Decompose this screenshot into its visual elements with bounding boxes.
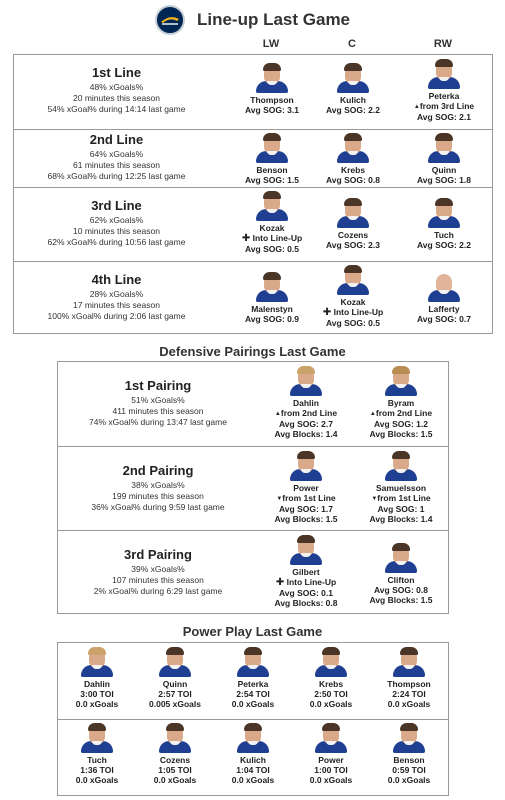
player-name: Cozens [159, 755, 191, 765]
player-card[interactable] [264, 366, 348, 439]
player-headshot [426, 272, 462, 302]
player-headshot [288, 366, 324, 396]
player-name: Cozens [337, 230, 369, 240]
pp-player-card[interactable] [137, 723, 213, 785]
line-row [14, 129, 492, 187]
line-xgoals: 64% xGoals% [89, 149, 144, 159]
line-last-game: 68% xGoal% during 12:25 last game [47, 171, 186, 181]
pairing-last-game: 36% xGoal% during 9:59 last game [91, 502, 225, 512]
column-rw: RW [433, 38, 453, 50]
player-note: ▼from 1st Line [276, 493, 336, 503]
player-headshot [335, 198, 371, 228]
player-headshot [254, 272, 290, 302]
line-name: 2nd Line [89, 132, 144, 147]
pp-player-card[interactable] [59, 647, 135, 709]
pp-player-card[interactable] [371, 723, 447, 785]
player-toi: 1:36 TOI [80, 765, 114, 775]
player-toi: 2:50 TOI [314, 689, 348, 699]
player-name: Benson [256, 165, 288, 175]
player-card[interactable] [264, 535, 348, 608]
player-name: Kulich [340, 95, 366, 105]
player-blocks: Avg Blocks: 0.8 [274, 598, 338, 608]
player-name: Quinn [431, 165, 457, 175]
line-last-game: 62% xGoal% during 10:56 last game [47, 237, 186, 247]
player-name: Peterka [237, 679, 269, 689]
pairing-minutes: 107 minutes this season [112, 575, 204, 585]
player-card[interactable] [402, 59, 486, 122]
player-headshot [426, 198, 462, 228]
player-sog: Avg SOG: 1.2 [373, 419, 428, 429]
player-blocks: Avg Blocks: 1.4 [369, 514, 433, 524]
player-card[interactable] [311, 63, 395, 115]
player-name: Kozak [340, 297, 366, 307]
player-sog: Avg SOG: 2.2 [416, 240, 471, 250]
player-xgoals: 0.0 xGoals [231, 775, 275, 785]
player-toi: 2:24 TOI [392, 689, 426, 699]
player-xgoals: 0.005 xGoals [149, 699, 201, 709]
pairing-xgoals: 38% xGoals% [131, 480, 185, 490]
power-play-row [58, 719, 448, 795]
player-name: Malenstyn [251, 304, 293, 314]
player-headshot [288, 451, 324, 481]
line-xgoals: 48% xGoals% [89, 82, 144, 92]
player-xgoals: 0.0 xGoals [75, 699, 119, 709]
player-name: Power [318, 755, 344, 765]
player-headshot [235, 723, 271, 753]
player-name: Samuelsson [375, 483, 427, 493]
player-name: Dahlin [293, 398, 319, 408]
player-headshot [313, 647, 349, 677]
player-headshot [335, 265, 371, 295]
line-name: 3rd Line [91, 198, 142, 213]
pairing-info [58, 463, 258, 513]
player-headshot [79, 647, 115, 677]
line-name: 4th Line [91, 272, 142, 287]
pairing-row [58, 530, 448, 613]
player-name: Krebs [318, 679, 344, 689]
player-card[interactable] [230, 133, 314, 185]
down-arrow-icon: ▼ [371, 496, 378, 502]
player-card[interactable] [311, 133, 395, 185]
player-name: Byram [387, 398, 415, 408]
defense-section-title: Defensive Pairings Last Game [159, 344, 346, 359]
player-headshot [254, 133, 290, 163]
power-play-row [58, 643, 448, 719]
player-sog: Avg SOG: 0.8 [373, 585, 428, 595]
pairing-info [58, 547, 258, 597]
player-xgoals: 0.0 xGoals [231, 699, 275, 709]
forward-lines-table [13, 54, 493, 334]
player-name: Peterka [428, 91, 460, 101]
player-sog: Avg SOG: 2.1 [416, 112, 471, 122]
player-sog: Avg SOG: 0.7 [416, 314, 471, 324]
player-card[interactable] [402, 272, 486, 324]
line-name: 1st Line [91, 65, 142, 80]
defense-pairings-table [57, 361, 449, 614]
up-arrow-icon: ▲ [274, 411, 281, 417]
pairing-row [58, 362, 448, 446]
player-card[interactable] [230, 191, 314, 254]
pairing-xgoals: 39% xGoals% [131, 564, 185, 574]
player-blocks: Avg Blocks: 1.4 [274, 429, 338, 439]
player-card[interactable] [359, 451, 443, 524]
pairing-name: 2nd Pairing [122, 463, 194, 478]
player-xgoals: 0.0 xGoals [75, 775, 119, 785]
plus-icon: ✚ [275, 577, 285, 588]
player-card[interactable] [230, 272, 314, 324]
pp-player-card[interactable] [293, 647, 369, 709]
down-arrow-icon: ▼ [276, 496, 283, 502]
player-sog: Avg SOG: 0.9 [244, 314, 299, 324]
column-headers [13, 38, 493, 52]
player-card[interactable] [230, 63, 314, 115]
line-minutes: 17 minutes this season [73, 300, 160, 310]
power-play-table [57, 642, 449, 796]
player-toi: 0:59 TOI [392, 765, 426, 775]
player-name: Lafferty [428, 304, 460, 314]
player-headshot [313, 723, 349, 753]
player-sog: Avg SOG: 1 [377, 504, 425, 514]
column-lw: LW [262, 38, 280, 50]
player-sog: Avg SOG: 0.1 [278, 588, 333, 598]
player-name: Thompson [387, 679, 431, 689]
page-header [0, 4, 505, 36]
player-note: ▲from 3rd Line [413, 101, 475, 111]
player-note: ▼from 1st Line [371, 493, 431, 503]
player-note: ✚ Into Line-Up [275, 577, 337, 588]
player-card[interactable] [311, 265, 395, 328]
player-sog: Avg SOG: 0.8 [325, 175, 380, 185]
player-name: Thompson [250, 95, 294, 105]
pp-player-card[interactable] [59, 723, 135, 785]
player-toi: 2:54 TOI [236, 689, 270, 699]
player-headshot [426, 59, 462, 89]
player-sog: Avg SOG: 3.1 [244, 105, 299, 115]
pp-player-card[interactable] [371, 647, 447, 709]
pairing-name: 3rd Pairing [124, 547, 192, 562]
player-toi: 1:05 TOI [158, 765, 192, 775]
power-play-section-title: Power Play Last Game [182, 624, 323, 639]
line-row [14, 55, 492, 129]
pairing-minutes: 199 minutes this season [112, 491, 204, 501]
player-name: Quinn [162, 679, 188, 689]
sabres-logo-icon [155, 5, 185, 35]
pairing-minutes: 411 minutes this season [112, 406, 204, 416]
plus-icon: ✚ [322, 307, 332, 318]
player-headshot [383, 451, 419, 481]
player-name: Dahlin [84, 679, 110, 689]
player-headshot [157, 647, 193, 677]
player-sog: Avg SOG: 2.2 [325, 105, 380, 115]
pairing-last-game: 2% xGoal% during 6:29 last game [93, 586, 223, 596]
pp-player-card[interactable] [215, 647, 291, 709]
player-xgoals: 0.0 xGoals [387, 775, 431, 785]
player-name: Kulich [240, 755, 266, 765]
player-toi: 2:57 TOI [158, 689, 192, 699]
player-headshot [391, 723, 427, 753]
line-minutes: 10 minutes this season [73, 226, 160, 236]
player-headshot [335, 133, 371, 163]
player-headshot [288, 535, 324, 565]
player-headshot [335, 63, 371, 93]
pairing-last-game: 74% xGoal% during 13:47 last game [89, 417, 227, 427]
player-headshot [383, 543, 419, 573]
line-minutes: 61 minutes this season [73, 160, 160, 170]
player-card[interactable] [402, 198, 486, 250]
player-sog: Avg SOG: 1.5 [244, 175, 299, 185]
pp-player-card[interactable] [137, 647, 213, 709]
player-xgoals: 0.0 xGoals [153, 775, 197, 785]
line-row [14, 187, 492, 261]
player-sog: Avg SOG: 2.7 [278, 419, 333, 429]
player-headshot [254, 191, 290, 221]
player-xgoals: 0.0 xGoals [309, 699, 353, 709]
line-info [14, 65, 219, 115]
player-note: ▲from 2nd Line [369, 408, 433, 418]
line-last-game: 54% xGoal% during 14:14 last game [47, 104, 186, 114]
player-name: Tuch [434, 230, 454, 240]
player-xgoals: 0.0 xGoals [387, 699, 431, 709]
player-name: Gilbert [292, 567, 320, 577]
player-note: ▲from 2nd Line [274, 408, 338, 418]
player-card[interactable] [359, 366, 443, 439]
player-card[interactable] [402, 133, 486, 185]
player-card[interactable] [311, 198, 395, 250]
player-name: Krebs [340, 165, 366, 175]
player-headshot [235, 647, 271, 677]
player-blocks: Avg Blocks: 1.5 [369, 595, 433, 605]
page-title: Line-up Last Game [196, 10, 351, 29]
player-headshot [254, 63, 290, 93]
player-headshot [383, 366, 419, 396]
line-xgoals: 62% xGoals% [89, 215, 144, 225]
plus-icon: ✚ [241, 233, 251, 244]
player-toi: 3:00 TOI [80, 689, 114, 699]
pp-player-card[interactable] [293, 723, 369, 785]
player-blocks: Avg Blocks: 1.5 [274, 514, 338, 524]
player-headshot [79, 723, 115, 753]
player-name: Benson [393, 755, 425, 765]
player-card[interactable] [264, 451, 348, 524]
player-note: ✚ Into Line-Up [241, 233, 303, 244]
pairing-row [58, 446, 448, 530]
player-name: Power [293, 483, 319, 493]
pairing-xgoals: 51% xGoals% [131, 395, 185, 405]
player-sog: Avg SOG: 2.3 [325, 240, 380, 250]
player-name: Clifton [387, 575, 415, 585]
pairing-info [58, 378, 258, 428]
line-last-game: 100% xGoal% during 2:06 last game [47, 311, 186, 321]
line-minutes: 20 minutes this season [73, 93, 160, 103]
pp-player-card[interactable] [215, 723, 291, 785]
player-note: ✚ Into Line-Up [322, 307, 384, 318]
player-name: Tuch [87, 755, 107, 765]
up-arrow-icon: ▲ [413, 104, 420, 110]
line-info [14, 132, 219, 182]
player-toi: 1:00 TOI [314, 765, 348, 775]
column-c: C [348, 38, 356, 50]
player-sog: Avg SOG: 0.5 [325, 318, 380, 328]
player-card[interactable] [359, 543, 443, 605]
player-sog: Avg SOG: 1.7 [278, 504, 333, 514]
line-info [14, 272, 219, 322]
player-sog: Avg SOG: 0.5 [244, 244, 299, 254]
line-info [14, 198, 219, 248]
line-row [14, 261, 492, 333]
player-headshot [157, 723, 193, 753]
player-xgoals: 0.0 xGoals [309, 775, 353, 785]
player-name: Kozak [259, 223, 285, 233]
player-toi: 1:04 TOI [236, 765, 270, 775]
up-arrow-icon: ▲ [369, 411, 376, 417]
player-headshot [426, 133, 462, 163]
player-sog: Avg SOG: 1.8 [416, 175, 471, 185]
line-xgoals: 28% xGoals% [89, 289, 144, 299]
pairing-name: 1st Pairing [124, 378, 192, 393]
player-headshot [391, 647, 427, 677]
player-blocks: Avg Blocks: 1.5 [369, 429, 433, 439]
